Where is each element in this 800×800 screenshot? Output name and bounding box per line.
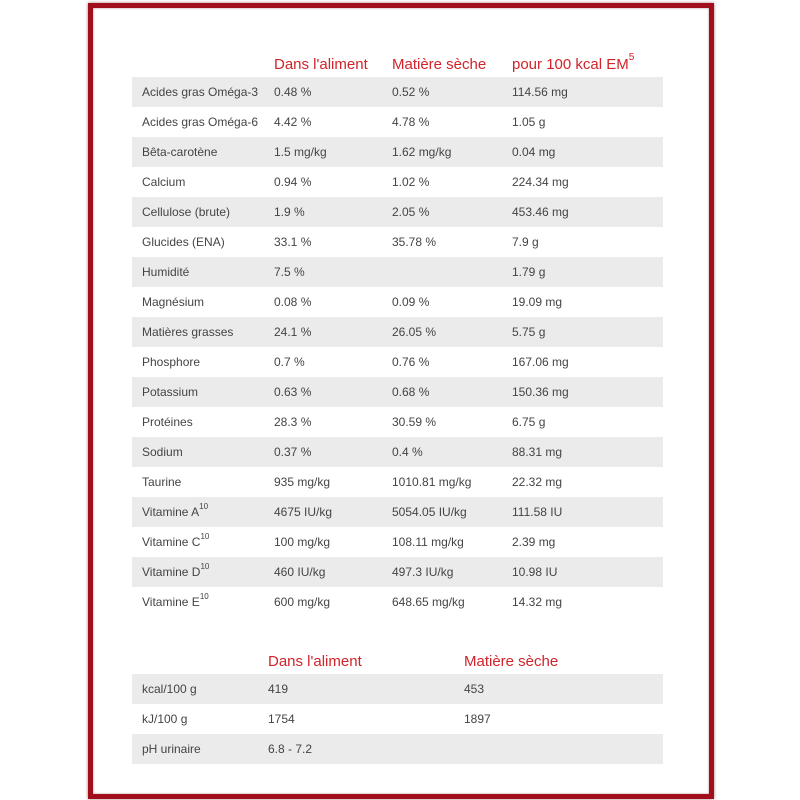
table-row bbox=[132, 527, 663, 557]
energy-dry: 453 bbox=[464, 674, 663, 704]
value-dry bbox=[392, 257, 512, 287]
value-food: 935 mg/kg bbox=[274, 475, 331, 489]
nutrient-name bbox=[132, 437, 274, 467]
value-dry: 4.78 % bbox=[392, 115, 430, 129]
value-dry: 2.05 % bbox=[392, 197, 512, 227]
value-per100: 6.75 g bbox=[512, 415, 546, 429]
value-per100: 88.31 mg bbox=[512, 437, 663, 467]
value-dry: 1.62 mg/kg bbox=[392, 137, 512, 167]
value-food: 0.48 % bbox=[274, 77, 392, 107]
value-food: 7.5 % bbox=[274, 257, 392, 287]
table-row bbox=[132, 467, 663, 497]
header-blank bbox=[132, 43, 274, 77]
energy-food: 6.8 - 7.2 bbox=[268, 734, 464, 764]
nutrient-label: Acides gras Oméga-6 bbox=[142, 115, 259, 129]
nutrient-name bbox=[132, 137, 274, 167]
value-dry: 0.09 % bbox=[392, 295, 430, 309]
value-per100: 5.75 g bbox=[512, 317, 663, 347]
nutrient-name bbox=[132, 587, 274, 617]
nutrient-name bbox=[132, 317, 274, 347]
table-row bbox=[132, 407, 663, 437]
table-row bbox=[132, 317, 663, 347]
value-dry: 497.3 IU/kg bbox=[392, 557, 512, 587]
header-per100-footnote: 5 bbox=[628, 52, 635, 63]
nutrients-table bbox=[132, 43, 663, 617]
nutrient-name bbox=[132, 77, 274, 107]
value-food: 100 mg/kg bbox=[274, 535, 331, 549]
nutrient-label: Vitamine D bbox=[142, 565, 201, 579]
nutrient-footnote: 10 bbox=[199, 592, 209, 601]
value-dry: 1.02 % bbox=[392, 175, 430, 189]
value-dry: 5054.05 IU/kg bbox=[392, 497, 512, 527]
nutrient-label: Calcium bbox=[142, 175, 186, 189]
table-row bbox=[132, 704, 663, 734]
nutrient-name bbox=[132, 467, 274, 497]
nutrient-label: Taurine bbox=[142, 475, 182, 489]
value-per100: 22.32 mg bbox=[512, 475, 563, 489]
value-food: 33.1 % bbox=[274, 235, 312, 249]
nutrient-label: Sodium bbox=[142, 445, 183, 459]
value-dry: 0.52 % bbox=[392, 77, 512, 107]
header-per100 bbox=[512, 43, 663, 77]
nutrient-label: Vitamine C bbox=[142, 535, 201, 549]
nutrient-label: Protéines bbox=[142, 415, 193, 429]
energy-name: kJ/100 g bbox=[142, 712, 188, 726]
value-food: 4675 IU/kg bbox=[274, 497, 392, 527]
energy-dry bbox=[464, 734, 663, 764]
nutrient-name bbox=[132, 527, 274, 557]
value-per100: 167.06 mg bbox=[512, 355, 569, 369]
value-food: 0.94 % bbox=[274, 175, 312, 189]
energy-body bbox=[132, 674, 663, 764]
value-dry: 30.59 % bbox=[392, 415, 437, 429]
header-food: Dans l'aliment bbox=[274, 56, 368, 73]
energy-table bbox=[132, 640, 663, 764]
table-row bbox=[132, 137, 663, 167]
table-row bbox=[132, 497, 663, 527]
value-food: 4.42 % bbox=[274, 115, 312, 129]
value-food: 0.37 % bbox=[274, 437, 392, 467]
table-row bbox=[132, 287, 663, 317]
nutrient-footnote: 10 bbox=[199, 502, 209, 511]
energy-header-food: Dans l'aliment bbox=[268, 653, 362, 670]
energy-header-blank bbox=[132, 640, 268, 674]
nutrient-footnote: 10 bbox=[200, 562, 210, 571]
nutrient-label: Vitamine E bbox=[142, 595, 200, 609]
nutrient-label: Magnésium bbox=[142, 295, 205, 309]
nutrient-name bbox=[132, 197, 274, 227]
table-row bbox=[132, 377, 663, 407]
table-row bbox=[132, 197, 663, 227]
value-per100: 7.9 g bbox=[512, 235, 539, 249]
table-row bbox=[132, 587, 663, 617]
value-per100: 10.98 IU bbox=[512, 557, 663, 587]
nutrient-label: Humidité bbox=[142, 265, 190, 279]
energy-food: 1754 bbox=[268, 712, 295, 726]
value-dry: 35.78 % bbox=[392, 235, 437, 249]
table-row bbox=[132, 107, 663, 137]
energy-name: pH urinaire bbox=[132, 734, 268, 764]
nutrient-name bbox=[132, 107, 274, 137]
value-food: 1.5 mg/kg bbox=[274, 137, 392, 167]
nutrient-name bbox=[132, 377, 274, 407]
value-dry: 108.11 mg/kg bbox=[392, 535, 464, 549]
value-dry: 1010.81 mg/kg bbox=[392, 475, 472, 489]
nutrient-label: Bêta-carotène bbox=[142, 145, 218, 159]
value-per100: 111.58 IU bbox=[512, 497, 663, 527]
nutrient-name bbox=[132, 227, 274, 257]
value-per100: 14.32 mg bbox=[512, 595, 563, 609]
value-food: 1.9 % bbox=[274, 197, 392, 227]
value-per100: 1.05 g bbox=[512, 115, 546, 129]
nutrient-label: Glucides (ENA) bbox=[142, 235, 225, 249]
nutrients-body bbox=[132, 77, 663, 617]
energy-name: kcal/100 g bbox=[132, 674, 268, 704]
nutrient-name bbox=[132, 167, 274, 197]
table-row bbox=[132, 167, 663, 197]
nutrient-label: Potassium bbox=[142, 385, 199, 399]
header-per100-label: pour 100 kcal EM bbox=[512, 56, 629, 73]
value-food: 24.1 % bbox=[274, 317, 392, 347]
nutrient-name bbox=[132, 497, 274, 527]
nutrient-name bbox=[132, 407, 274, 437]
table-row bbox=[132, 257, 663, 287]
value-dry: 0.68 % bbox=[392, 377, 512, 407]
nutrient-label: Acides gras Oméga-3 bbox=[142, 85, 259, 99]
value-food: 0.7 % bbox=[274, 355, 305, 369]
value-per100: 114.56 mg bbox=[512, 77, 663, 107]
table-row bbox=[132, 734, 663, 764]
table-row bbox=[132, 437, 663, 467]
nutrient-label: Cellulose (brute) bbox=[142, 205, 231, 219]
nutrient-label: Vitamine A bbox=[142, 505, 200, 519]
value-per100: 224.34 mg bbox=[512, 175, 569, 189]
energy-food: 419 bbox=[268, 674, 464, 704]
value-per100: 453.46 mg bbox=[512, 197, 663, 227]
nutrient-name bbox=[132, 287, 274, 317]
value-food: 0.63 % bbox=[274, 377, 392, 407]
nutrient-name bbox=[132, 257, 274, 287]
table-row bbox=[132, 227, 663, 257]
value-dry: 26.05 % bbox=[392, 317, 512, 347]
header-dry: Matière sèche bbox=[392, 56, 487, 73]
nutrient-footnote: 10 bbox=[200, 532, 210, 541]
nutrient-name bbox=[132, 347, 274, 377]
nutrient-label: Matières grasses bbox=[142, 325, 234, 339]
energy-header-dry: Matière sèche bbox=[464, 653, 559, 670]
nutrients-header-row bbox=[132, 43, 663, 77]
value-dry: 648.65 mg/kg bbox=[392, 595, 465, 609]
table-row bbox=[132, 557, 663, 587]
value-dry: 0.76 % bbox=[392, 355, 430, 369]
value-food: 28.3 % bbox=[274, 415, 312, 429]
nutrient-name bbox=[132, 557, 274, 587]
panel-frame bbox=[88, 3, 714, 799]
value-food: 460 IU/kg bbox=[274, 557, 392, 587]
value-per100: 0.04 mg bbox=[512, 137, 663, 167]
table-row bbox=[132, 77, 663, 107]
energy-header-row bbox=[132, 640, 663, 674]
value-food: 0.08 % bbox=[274, 295, 312, 309]
energy-dry: 1897 bbox=[464, 712, 491, 726]
table-row bbox=[132, 674, 663, 704]
value-per100: 1.79 g bbox=[512, 257, 663, 287]
value-food: 600 mg/kg bbox=[274, 595, 331, 609]
value-per100: 150.36 mg bbox=[512, 377, 663, 407]
table-row bbox=[132, 347, 663, 377]
value-per100: 19.09 mg bbox=[512, 295, 563, 309]
value-dry: 0.4 % bbox=[392, 437, 512, 467]
nutrient-label: Phosphore bbox=[142, 355, 201, 369]
value-per100: 2.39 mg bbox=[512, 535, 556, 549]
